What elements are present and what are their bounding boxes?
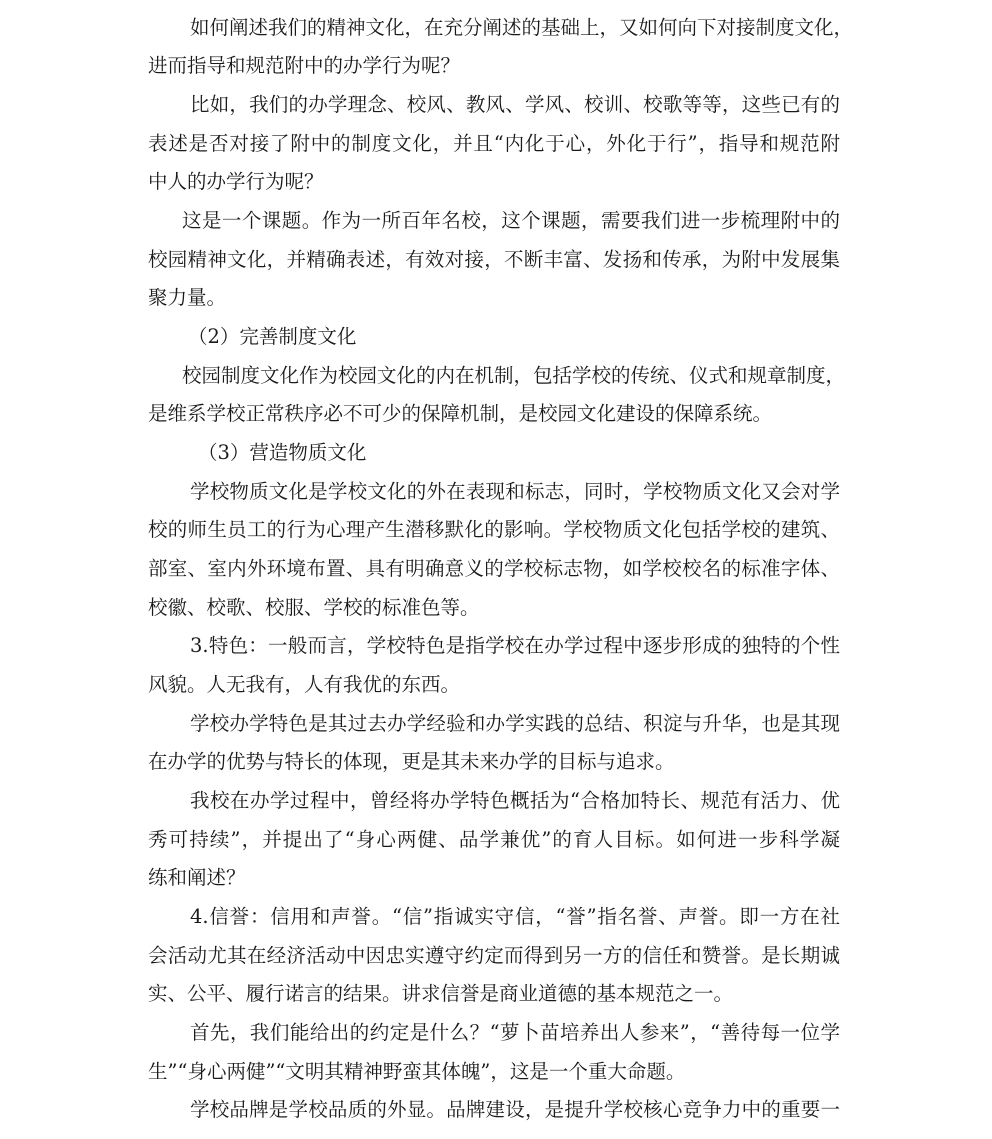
paragraph-line: 这是一个课题。作为一所百年名校，这个课题，需要我们进一步梳理附中的	[182, 209, 840, 232]
paragraph-line: 3.特色：一般而言，学校特色是指学校在办学过程中逐步形成的独特的个性	[190, 634, 840, 657]
paragraph-line: 表述是否对接了附中的制度文化，并且“内化于心，外化于行”，指导和规范附	[148, 132, 840, 155]
paragraph-line: 我校在办学过程中，曾经将办学特色概括为“合格加特长、规范有活力、优	[190, 789, 840, 812]
paragraph-line: 4.信誉：信用和声誉。“信”指诚实守信，“誉”指名誉、声誉。即一方在社	[190, 905, 840, 928]
paragraph-line: 学校办学特色是其过去办学经验和办学实践的总结、积淀与升华，也是其现	[190, 712, 840, 735]
paragraph-line: 实、公平、履行诺言的结果。讲求信誉是商业道德的基本规范之一。	[148, 982, 734, 1005]
paragraph-line: 是维系学校正常秩序必不可少的保障机制，是校园文化建设的保障系统。	[148, 402, 773, 425]
paragraph-line: 学校品牌是学校品质的外显。品牌建设，是提升学校核心竞争力中的重要一	[190, 1098, 840, 1121]
paragraph-line: 风貌。人无我有，人有我优的东西。	[148, 673, 461, 696]
paragraph-line: 校园精神文化，并精确表述，有效对接，不断丰富、发扬和传承，为附中发展集	[148, 248, 840, 271]
paragraph-line: 校园制度文化作为校园文化的内在机制，包括学校的传统、仪式和规章制度，	[182, 364, 846, 387]
paragraph-line: 生”“身心两健”“文明其精神野蛮其体魄”，这是一个重大命题。	[148, 1060, 686, 1083]
paragraph-line: 进而指导和规范附中的办学行为呢？	[148, 54, 461, 77]
paragraph-line: 校的师生员工的行为心理产生潜移默化的影响。学校物质文化包括学校的建筑、	[148, 518, 840, 541]
paragraph-line: 中人的办学行为呢？	[148, 170, 324, 193]
paragraph-line: 聚力量。	[148, 286, 227, 309]
paragraph-line: 秀可持续”，并提出了“身心两健、品学兼优”的育人目标。如何进一步科学凝	[148, 828, 840, 851]
paragraph-line: 如何阐述我们的精神文化，在充分阐述的基础上，又如何向下对接制度文化，	[190, 16, 854, 39]
paragraph-line: 会活动尤其在经济活动中因忠实遵守约定而得到另一方的信任和赞誉。是长期诚	[148, 944, 840, 967]
paragraph-line: 校徽、校歌、校服、学校的标准色等。	[148, 596, 480, 619]
paragraph-line: 首先，我们能给出的约定是什么？“萝卜苗培养出人参来”，“善待每一位学	[190, 1021, 840, 1044]
paragraph-line: 部室、室内外环境布置、具有明确意义的学校标志物，如学校校名的标准字体、	[148, 557, 840, 580]
paragraph-line: 学校物质文化是学校文化的外在表现和标志，同时，学校物质文化又会对学	[190, 480, 840, 503]
section-heading: （2）完善制度文化	[188, 325, 357, 348]
paragraph-line: 练和阐述？	[148, 866, 246, 889]
paragraph-line: 在办学的优势与特长的体现，更是其未来办学的目标与追求。	[148, 750, 675, 773]
paragraph-line: 比如，我们的办学理念、校风、教风、学风、校训、校歌等等，这些已有的	[190, 93, 840, 116]
section-heading: （3）营造物质文化	[198, 441, 367, 464]
